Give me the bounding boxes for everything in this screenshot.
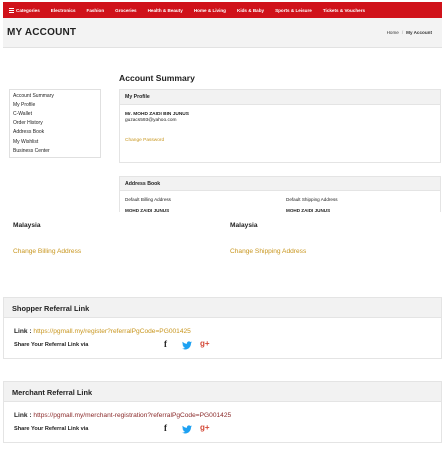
google-plus-icon[interactable]: g+: [200, 339, 210, 348]
change-password-link[interactable]: Change Password: [125, 138, 165, 143]
profile-email: guzacs593@yahoo.com: [125, 118, 177, 123]
billing-address-label: Default Billing Address: [125, 197, 171, 202]
nav-categories-label: Categories: [16, 7, 40, 13]
nav-kids-baby[interactable]: Kids & Baby: [237, 7, 265, 13]
nav-groceries[interactable]: Groceries: [115, 7, 137, 13]
my-profile-heading: My Profile: [120, 90, 440, 105]
sidebar-item-order-history[interactable]: Order History: [13, 120, 43, 127]
breadcrumb-separator: /: [401, 30, 404, 35]
merchant-referral-heading: Merchant Referral Link: [4, 382, 441, 402]
merchant-share-label: Share Your Referral Link via: [14, 426, 89, 432]
address-book-heading: Address Book: [120, 177, 440, 191]
billing-address-name: MOHD ZAIDI JUNUS: [125, 208, 170, 213]
page-header: [3, 18, 442, 48]
billing-country: Malaysia: [13, 222, 41, 229]
google-plus-icon[interactable]: g+: [200, 423, 210, 432]
shopper-link-label: Link :: [14, 328, 34, 335]
facebook-icon[interactable]: f: [164, 423, 167, 433]
nav-sports-leisure[interactable]: Sports & Leisure: [275, 7, 312, 13]
merchant-referral-panel: [3, 381, 442, 443]
breadcrumb-home[interactable]: Home: [386, 30, 399, 35]
change-shipping-address-link[interactable]: Change Shipping Address: [230, 248, 307, 255]
shopper-referral-heading: Shopper Referral Link: [4, 298, 441, 318]
page-title: MY ACCOUNT: [7, 27, 77, 38]
sidebar-item-my-wishlist[interactable]: My Wishlist: [13, 138, 39, 145]
category-nav-bar: [3, 2, 442, 18]
sidebar-item-business-center[interactable]: Business Center: [13, 147, 50, 154]
merchant-link-label: Link :: [14, 412, 34, 419]
nav-fashion[interactable]: Fashion: [86, 7, 105, 13]
change-billing-address-link[interactable]: Change Billing Address: [13, 248, 82, 255]
address-book-panel: [119, 176, 441, 212]
nav-tickets-vouchers[interactable]: Tickets & Vouchers: [322, 7, 366, 13]
sidebar-item-my-profile[interactable]: My Profile: [13, 101, 36, 108]
shipping-address-name: MOHD ZAIDI JUNUS: [286, 208, 331, 213]
menu-icon: [9, 7, 14, 14]
nav-home-living[interactable]: Home & Living: [193, 7, 226, 13]
shopper-referral-panel: [3, 297, 442, 359]
shopper-referral-link-line: [14, 328, 191, 335]
nav-electronics[interactable]: Electronics: [50, 7, 76, 13]
account-summary-title: Account Summary: [119, 73, 195, 83]
shopper-referral-url[interactable]: https://pgmall.my/register?referralPgCode=PG001425: [33, 328, 191, 335]
sidebar-item-account-summary[interactable]: Account Summary: [13, 92, 54, 99]
merchant-referral-url[interactable]: https://pgmall.my/merchant-registration?referralPgCode=PG001425: [33, 412, 232, 419]
sidebar-item-c-wallet[interactable]: C-Wallet: [13, 110, 32, 117]
shopper-share-label: Share Your Referral Link via: [14, 342, 89, 348]
my-profile-panel: [119, 89, 441, 163]
facebook-icon[interactable]: f: [164, 339, 167, 349]
shipping-address-label: Default Shipping Address: [286, 197, 338, 202]
breadcrumb-current: My Account: [406, 30, 432, 35]
breadcrumb: [387, 30, 432, 35]
account-sidebar: [9, 89, 101, 158]
sidebar-item-address-book[interactable]: Address Book: [13, 129, 45, 136]
profile-name: Mr. MOHD ZAIDI BIN JUNUS: [125, 112, 189, 117]
nav-health-beauty[interactable]: Health & Beauty: [147, 7, 183, 13]
merchant-referral-link-line: [14, 412, 231, 419]
nav-categories[interactable]: [9, 7, 40, 14]
twitter-icon[interactable]: [182, 425, 192, 434]
shipping-country: Malaysia: [230, 222, 258, 229]
twitter-icon[interactable]: [182, 341, 192, 350]
